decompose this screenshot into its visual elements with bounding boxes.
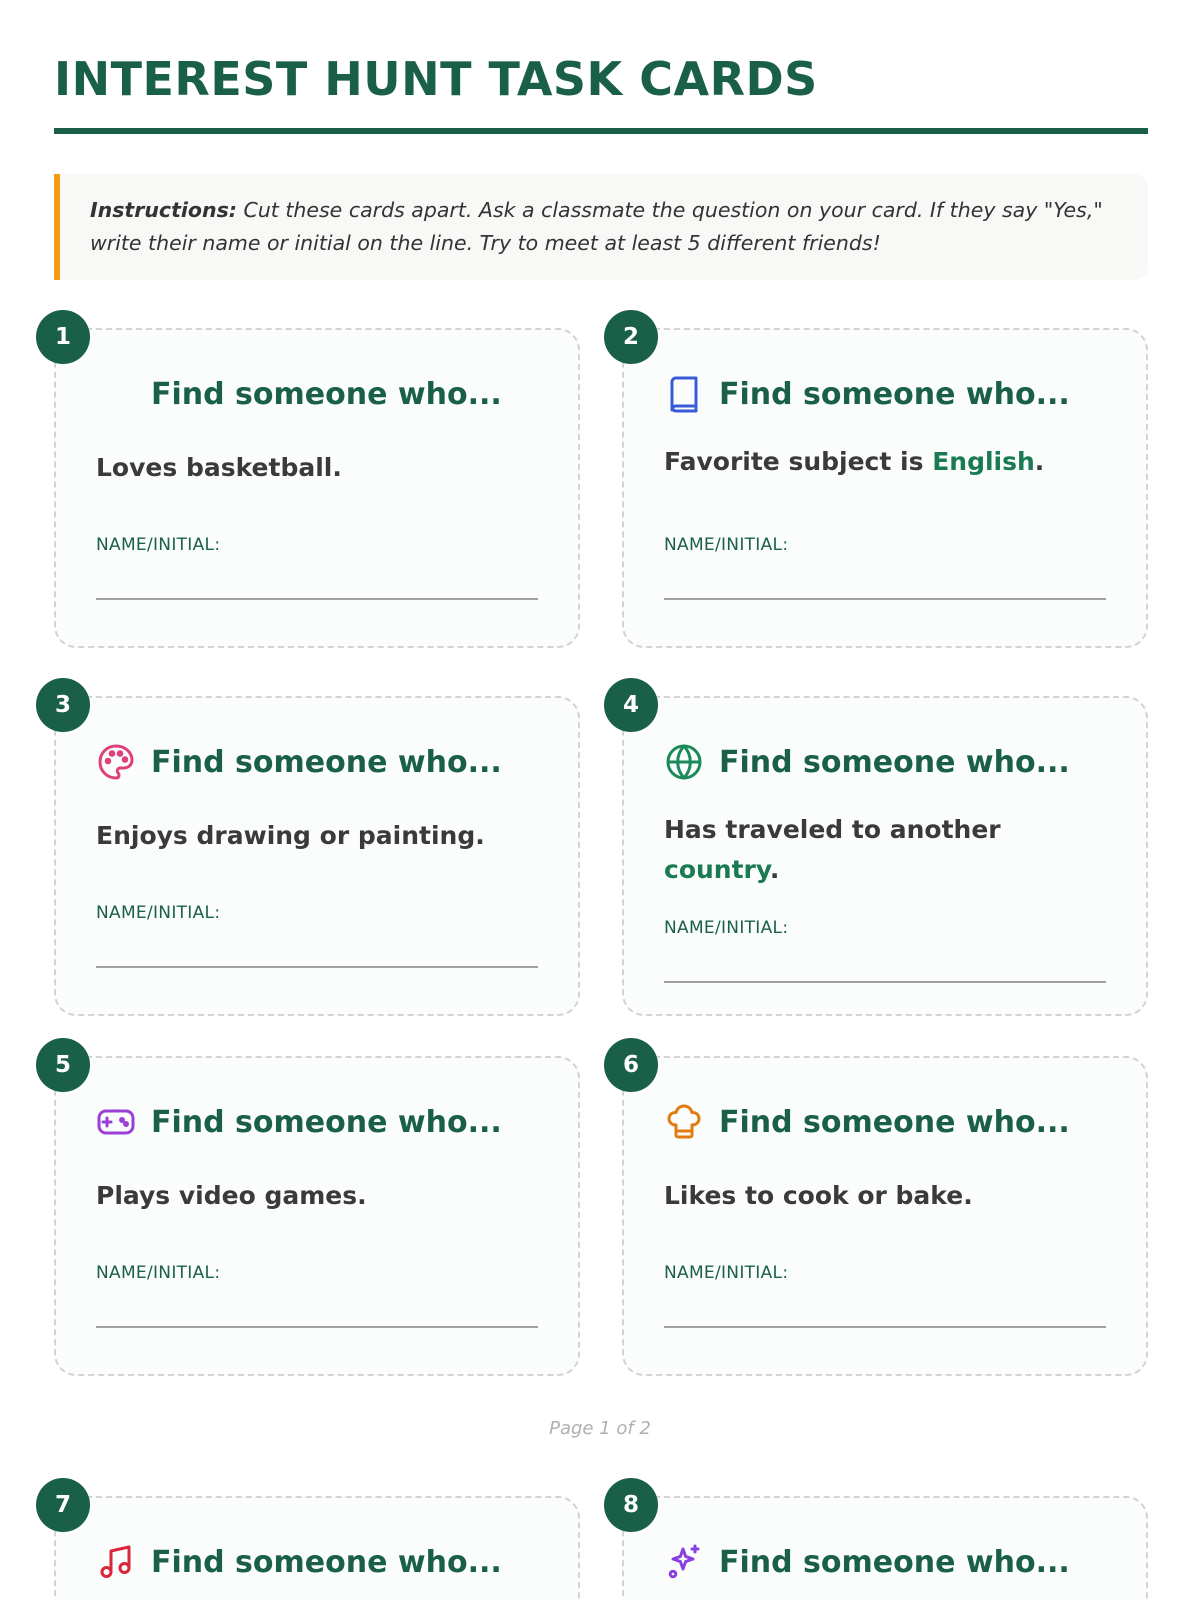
instructions-text: Cut these cards apart. Ask a classmate the question on your card. If they say "Yes," write their name or initial on the line. Try to meet at least 5 different friends!	[90, 198, 1103, 255]
prompt-text: Loves basketball.	[96, 453, 342, 482]
music-icon	[96, 1542, 136, 1582]
name-write-line[interactable]	[96, 1326, 538, 1328]
card-prompt	[96, 816, 536, 856]
page-title: INTEREST HUNT TASK CARDS	[54, 52, 818, 106]
card-number-badge: 2	[604, 310, 658, 364]
prompt-text-end: .	[769, 855, 780, 884]
name-initial-label: NAME/INITIAL:	[96, 903, 221, 923]
gamepad-icon	[96, 1102, 136, 1142]
card-heading: Find someone who...	[151, 1545, 502, 1580]
name-initial-label: NAME/INITIAL:	[664, 1263, 789, 1283]
globe-icon	[664, 742, 704, 782]
name-initial-label: NAME/INITIAL:	[96, 1263, 221, 1283]
page-number: Page 1 of 2	[549, 1418, 651, 1439]
card-heading: Find someone who...	[151, 745, 502, 780]
book-icon	[664, 374, 704, 414]
task-card-8	[622, 1492, 1148, 1600]
name-write-line[interactable]	[664, 1326, 1106, 1328]
card-prompt	[664, 442, 1104, 482]
card-heading: Find someone who...	[719, 745, 1070, 780]
task-card-2	[622, 324, 1148, 648]
prompt-highlight: country	[664, 855, 770, 884]
card-heading: Find someone who...	[151, 1105, 502, 1140]
chef-hat-icon	[664, 1102, 704, 1142]
prompt-text-end: .	[1034, 447, 1045, 476]
card-heading: Find someone who...	[719, 1545, 1070, 1580]
card-number-badge: 7	[36, 1478, 90, 1532]
task-card-5	[54, 1052, 580, 1376]
card-number-badge: 3	[36, 678, 90, 732]
name-initial-label: NAME/INITIAL:	[664, 535, 789, 555]
task-card-7	[54, 1492, 580, 1600]
card-prompt	[96, 1176, 536, 1216]
card-prompt	[664, 810, 1104, 890]
instructions-label: Instructions:	[90, 198, 237, 222]
card-prompt	[664, 1176, 1104, 1216]
task-card-4	[622, 692, 1148, 1016]
card-number-badge: 1	[36, 310, 90, 364]
card-heading: Find someone who...	[151, 377, 502, 412]
name-write-line[interactable]	[664, 598, 1106, 600]
task-card-6	[622, 1052, 1148, 1376]
prompt-text: Plays video games.	[96, 1181, 367, 1210]
prompt-text: Favorite subject is	[664, 447, 933, 476]
prompt-text: Has traveled to another	[664, 815, 1001, 844]
card-heading: Find someone who...	[719, 377, 1070, 412]
card-prompt	[96, 448, 536, 488]
card-heading: Find someone who...	[719, 1105, 1070, 1140]
card-number-badge: 4	[604, 678, 658, 732]
name-write-line[interactable]	[96, 966, 538, 968]
card-number-badge: 8	[604, 1478, 658, 1532]
name-write-line[interactable]	[96, 598, 538, 600]
name-initial-label: NAME/INITIAL:	[96, 535, 221, 555]
palette-icon	[96, 742, 136, 782]
sparkles-icon	[664, 1542, 704, 1582]
name-initial-label: NAME/INITIAL:	[664, 918, 789, 938]
name-write-line[interactable]	[664, 981, 1106, 983]
card-number-badge: 5	[36, 1038, 90, 1092]
instructions-box	[54, 174, 1148, 280]
prompt-text: Enjoys drawing or painting.	[96, 821, 485, 850]
task-card-1	[54, 324, 580, 648]
title-divider	[54, 128, 1148, 134]
card-number-badge: 6	[604, 1038, 658, 1092]
task-card-3	[54, 692, 580, 1016]
prompt-highlight: English	[932, 447, 1035, 476]
prompt-text: Likes to cook or bake.	[664, 1181, 973, 1210]
